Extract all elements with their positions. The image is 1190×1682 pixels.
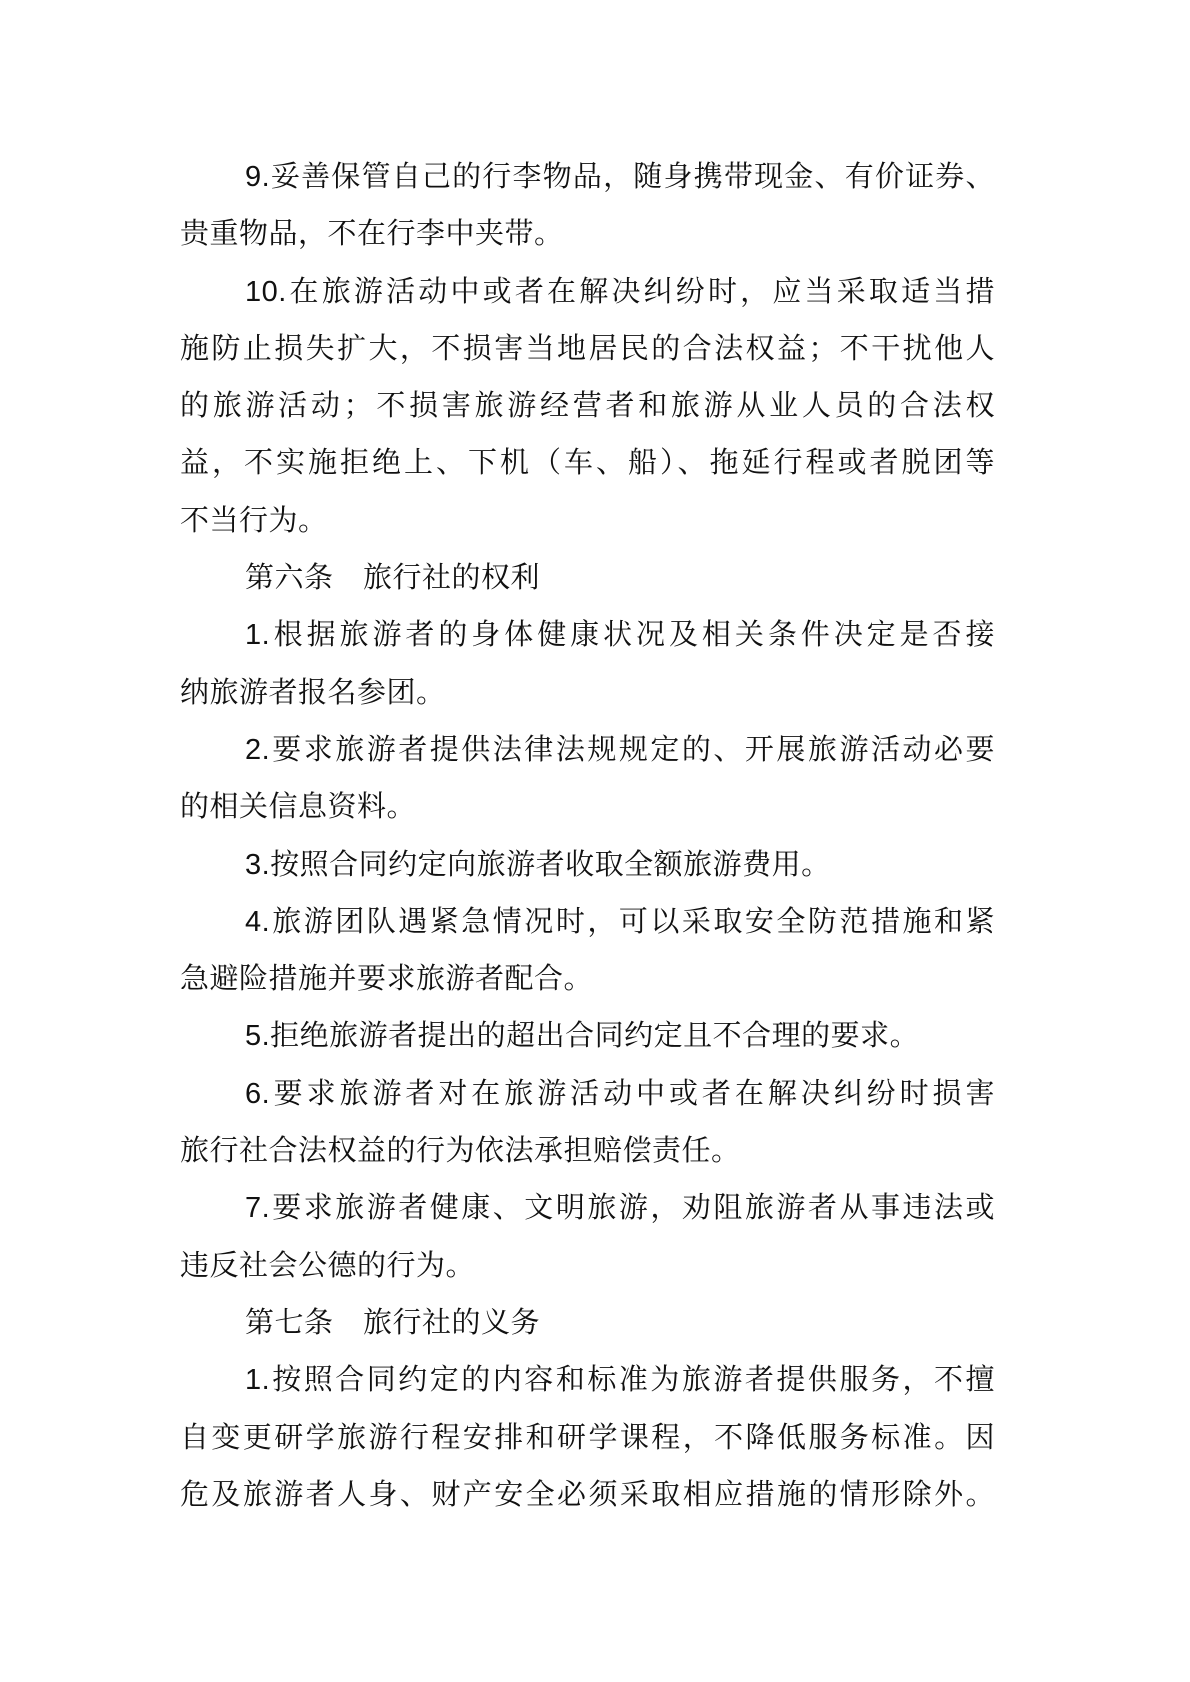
paragraph-line: 贵重物品，不在行李中夹带。 [180, 218, 564, 251]
paragraph-line-item-10: 10.在旅游活动中或者在解决纠纷时，应当采取适当措 [245, 275, 995, 308]
paragraph-line-item-9: 9.妥善保管自己的行李物品，随身携带现金、有价证券、 [245, 161, 995, 193]
paragraph-line-item-6: 6.要求旅游者对在旅游活动中或者在解决纠纷时损害 [245, 1077, 995, 1110]
paragraph-line-item-7: 7.要求旅游者健康、文明旅游，劝阻旅游者从事违法或 [245, 1192, 995, 1225]
paragraph-line: 急避险措施并要求旅游者配合。 [180, 963, 594, 996]
section-heading-article-7: 第七条 旅行社的义务 [245, 1306, 541, 1339]
document-text-block [180, 149, 995, 1524]
paragraph-line: 纳旅游者报名参团。 [180, 676, 446, 709]
paragraph-line-item-5: 5.拒绝旅游者提出的超出合同约定且不合理的要求。 [245, 1020, 920, 1053]
section-heading-article-6: 第六条 旅行社的权利 [245, 562, 541, 595]
paragraph-line: 不当行为。 [180, 504, 328, 537]
paragraph-line: 的旅游活动；不损害旅游经营者和旅游从业人员的合法权 [180, 390, 995, 423]
paragraph-line-item-4: 4.旅游团队遇紧急情况时，可以采取安全防范措施和紧 [245, 905, 995, 938]
paragraph-line-item-1: 1.根据旅游者的身体健康状况及相关条件决定是否接 [245, 619, 995, 652]
paragraph-line: 益，不实施拒绝上、下机（车、船）、拖延行程或者脱团等 [180, 447, 995, 480]
paragraph-line: 违反社会公德的行为。 [180, 1249, 476, 1282]
paragraph-line-item-1-art7: 1.按照合同约定的内容和标准为旅游者提供服务，不擅 [245, 1364, 995, 1397]
paragraph-line: 旅行社合法权益的行为依法承担赔偿责任。 [180, 1135, 741, 1168]
paragraph-line: 施防止损失扩大，不损害当地居民的合法权益；不干扰他人 [180, 332, 995, 365]
paragraph-line: 危及旅游者人身、财产安全必须采取相应措施的情形除外。 [180, 1478, 995, 1511]
paragraph-line-item-3: 3.按照合同约定向旅游者收取全额旅游费用。 [245, 848, 831, 881]
paragraph-line-item-2: 2.要求旅游者提供法律法规规定的、开展旅游活动必要 [245, 733, 995, 766]
paragraph-line: 自变更研学旅游行程安排和研学课程，不降低服务标准。因 [180, 1421, 995, 1454]
paragraph-line: 的相关信息资料。 [180, 791, 417, 824]
